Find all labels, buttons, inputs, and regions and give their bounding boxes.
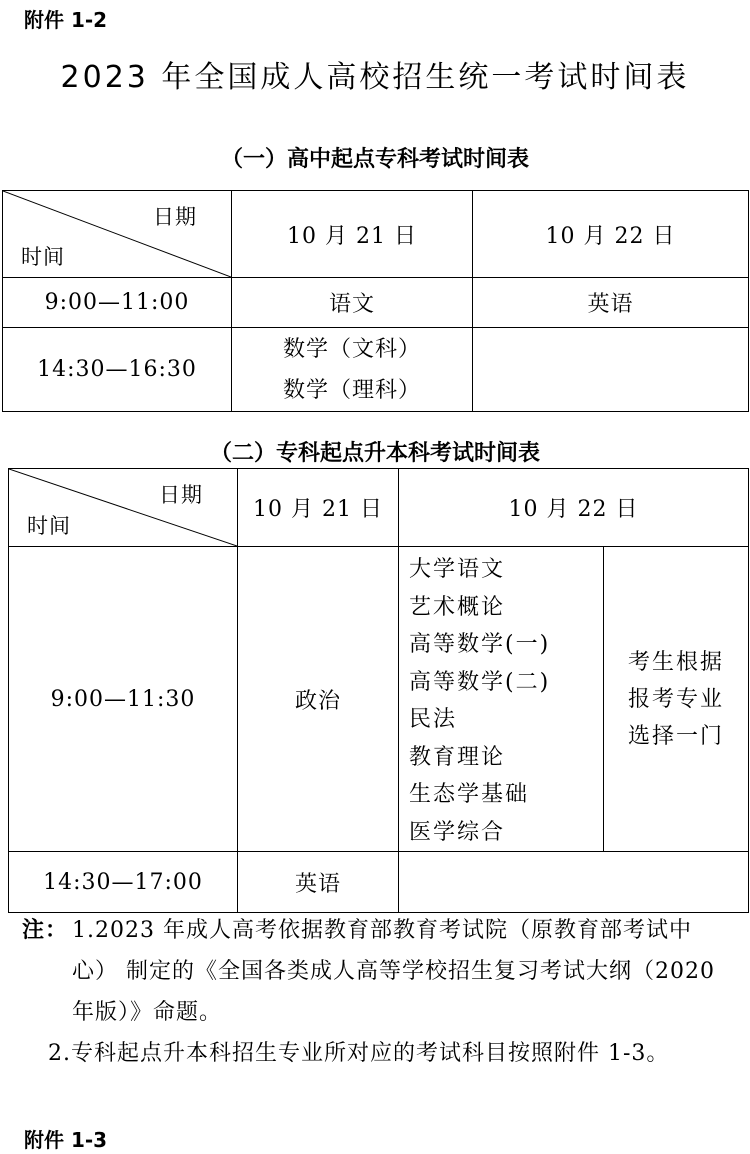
date-label: 日期 xyxy=(159,483,203,507)
note-item: 1.2023 年成人高考依据教育部教育考试院（原教育部考试中心） 制定的《全国各类成人高等学校招生复习考试大纲（2020 年版）》命题。 xyxy=(72,918,715,1025)
time-cell: 14:30—16:30 xyxy=(3,328,232,412)
schedule-table-2 xyxy=(8,468,749,913)
list-item: 高等数学(一) xyxy=(409,632,551,657)
choose-line: 报考专业 xyxy=(627,686,724,712)
notes-prefix: 注： xyxy=(22,918,69,943)
empty-cell xyxy=(473,328,749,412)
subject-cell: 英语 xyxy=(238,852,399,913)
diagonal-header-cell xyxy=(3,191,232,278)
choose-line: 选择一门 xyxy=(627,723,724,749)
list-item: 艺术概论 xyxy=(409,594,506,620)
subject-line: 数学（理科） xyxy=(282,377,421,403)
date-col-2: 10 月 22 日 xyxy=(473,191,749,278)
attachment-label-top: 附件 1-2 xyxy=(24,8,108,32)
table-row xyxy=(9,547,749,852)
diagonal-header-cell xyxy=(9,469,238,547)
time-cell: 14:30—17:00 xyxy=(9,852,238,913)
choose-note-cell xyxy=(604,547,749,852)
table-header-row xyxy=(9,469,749,547)
list-item: 大学语文 xyxy=(409,557,506,582)
schedule-table-1 xyxy=(2,190,749,412)
list-item: 高等数学(二) xyxy=(409,669,551,695)
date-label: 日期 xyxy=(153,205,197,229)
note-item: 2.专科起点升本科招生专业所对应的考试科目按照附件 1-3。 xyxy=(48,1041,670,1066)
empty-cell xyxy=(399,852,749,913)
table-row xyxy=(3,278,749,328)
list-item: 医学综合 xyxy=(409,819,506,845)
attachment-label-bottom: 附件 1-3 xyxy=(24,1128,108,1152)
time-label: 时间 xyxy=(27,514,71,538)
date-col-1: 10 月 21 日 xyxy=(232,191,473,278)
subject-cell xyxy=(232,328,473,412)
date-col-1: 10 月 21 日 xyxy=(238,469,399,547)
date-col-2: 10 月 22 日 xyxy=(399,469,749,547)
section1-title: （一）高中起点专科考试时间表 xyxy=(220,147,529,172)
table-row xyxy=(3,328,749,412)
subject-cell: 政治 xyxy=(238,547,399,852)
page-title: 2023 年全国成人高校招生统一考试时间表 xyxy=(60,60,690,95)
section2-title: （二）专科起点升本科考试时间表 xyxy=(209,441,540,466)
table-header-row xyxy=(3,191,749,278)
time-cell: 9:00—11:00 xyxy=(3,278,232,328)
subject-cell: 语文 xyxy=(232,278,473,328)
subject-line: 数学（文科） xyxy=(282,336,421,362)
subject-list-cell xyxy=(399,547,604,852)
list-item: 生态学基础 xyxy=(409,782,530,807)
subject-cell: 英语 xyxy=(473,278,749,328)
list-item: 民法 xyxy=(409,707,458,732)
time-label: 时间 xyxy=(21,245,65,269)
list-item: 教育理论 xyxy=(409,744,506,770)
table-row xyxy=(9,852,749,913)
choose-line: 考生根据 xyxy=(627,649,724,675)
time-cell: 9:00—11:30 xyxy=(9,547,238,852)
